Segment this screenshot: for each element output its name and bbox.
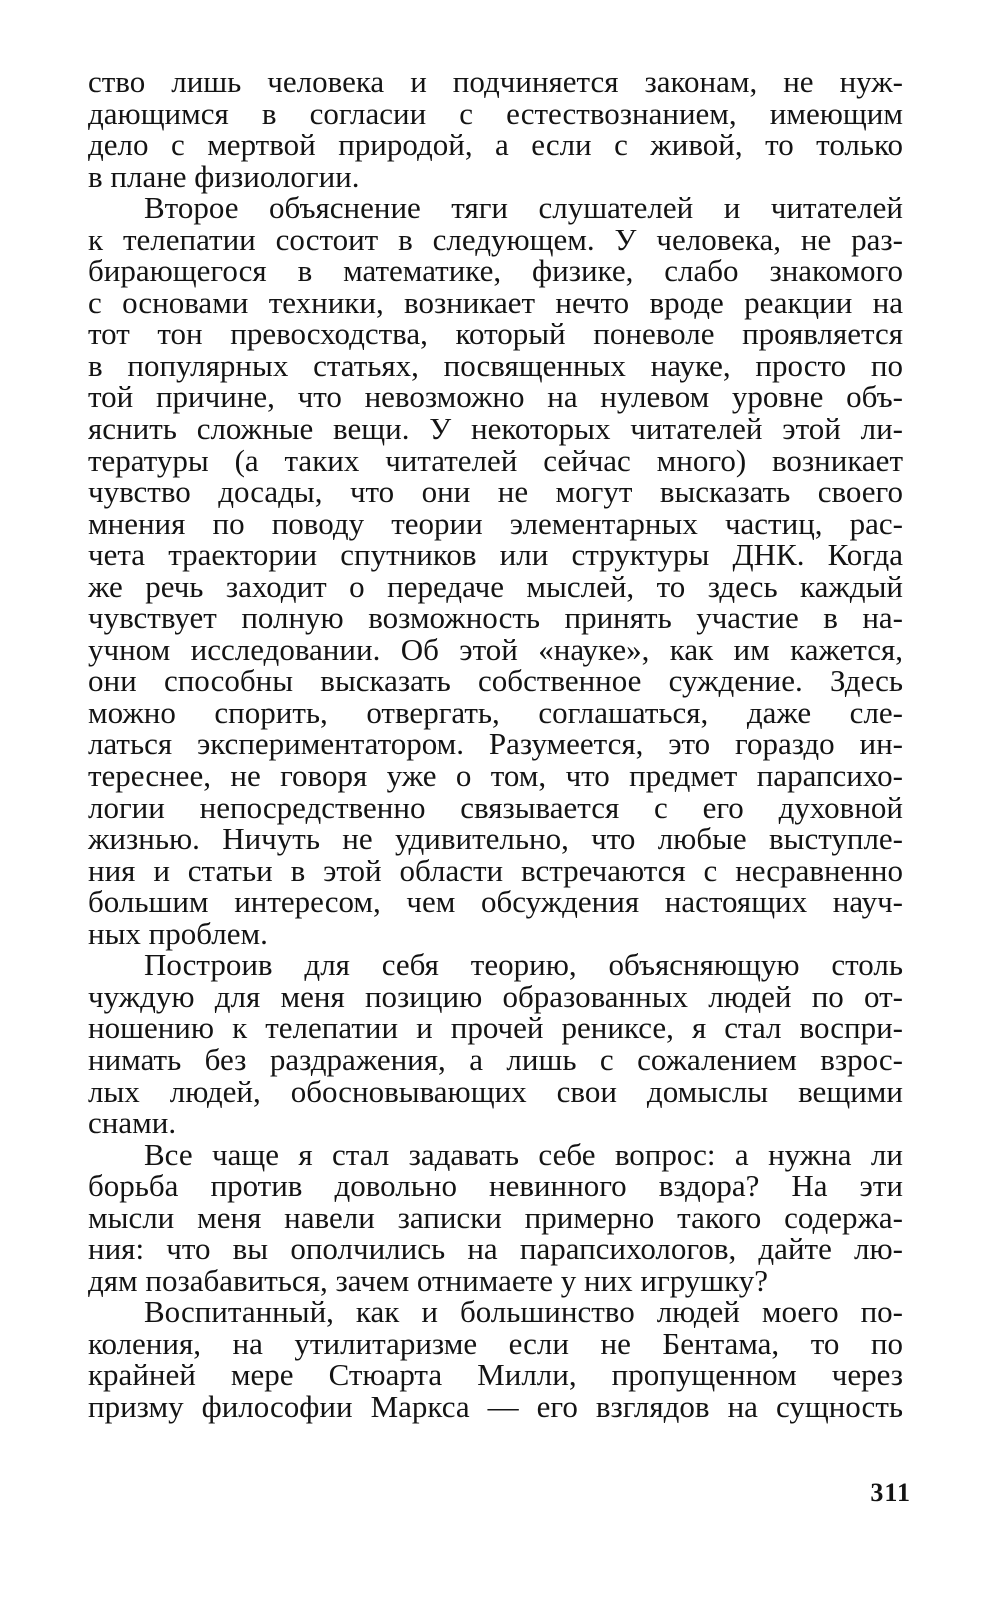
text-line: чуждую для меня позицию образованных людей по от-	[88, 978, 903, 1014]
text-line: к телепатии состоит в следующем. У человека, не раз-	[88, 221, 903, 257]
text-line: жизнью. Ничуть не удивительно, что любые выступле-	[88, 821, 903, 857]
text-line: большим интересом, чем обсуждения настоящих науч-	[88, 884, 903, 920]
text-line: лых людей, обосновывающих свои домыслы вещими	[88, 1073, 903, 1109]
text-line: в плане физиологии.	[88, 158, 360, 194]
text-line: чувствует полную возможность принять участие в на-	[88, 600, 903, 636]
text-line: снами.	[88, 1105, 177, 1141]
text-line: дело с мертвой природой, а если с живой, то только	[88, 127, 903, 163]
text-line: ния и статьи в этой области встречаются с несравненно	[88, 852, 903, 888]
text-line: ния: что вы ополчились на парапсихологов, дайте лю-	[88, 1231, 903, 1267]
text-line: ство лишь человека и подчиняется законам, не нуж-	[88, 64, 903, 99]
text-line: борьба против довольно невинного вздора? На эти	[88, 1168, 903, 1204]
text-line: в популярных статьях, посвященных науке, просто по	[88, 347, 903, 383]
text-line: бирающегося в математике, физике, слабо знакомого	[88, 253, 903, 289]
text-line: яснить сложные вещи. У некоторых читателей этой ли-	[88, 411, 903, 447]
text-line: логии непосредственно связывается с его духовной	[88, 789, 903, 825]
text-line: Второе объяснение тяги слушателей и читателей	[144, 190, 903, 226]
page-number: 311	[870, 1478, 911, 1507]
text-line: дям позабавиться, зачем отнимаете у них игрушку?	[88, 1262, 769, 1298]
text-line: коления, на утилитаризме если не Бентама, то по	[88, 1325, 903, 1361]
text-line: можно спорить, отвергать, соглашаться, даже сле-	[88, 694, 903, 730]
text-line: тературы (а таких читателей сейчас много) возникает	[88, 442, 903, 478]
text-line: призму философии Маркса — его взглядов на сущность	[88, 1388, 903, 1424]
book-page-text	[88, 66, 903, 1423]
text-line: дающимся в согласии с естествознанием, имеющим	[88, 95, 903, 131]
text-line: чета траектории спутников или структуры ДНК. Когда	[88, 537, 903, 573]
text-line: же речь заходит о передаче мыслей, то здесь каждый	[88, 568, 903, 604]
text-line: чувство досады, что они не могут высказать своего	[88, 474, 903, 510]
text-line: ношению к телепатии и прочей рениксе, я стал воспри-	[88, 1010, 903, 1046]
text-line: крайней мере Стюарта Милли, пропущенном через	[88, 1357, 903, 1393]
text-line: они способны высказать собственное суждение. Здесь	[88, 663, 903, 699]
paragraph-1	[88, 66, 903, 192]
paragraph-2	[88, 192, 903, 949]
paragraph-5	[88, 1296, 903, 1422]
text-line: той причине, что невозможно на нулевом уровне объ-	[88, 379, 903, 415]
text-line: Воспитанный, как и большинство людей моего по-	[144, 1294, 903, 1330]
text-line: латься экспериментатором. Разумеется, это гораздо ин-	[88, 726, 903, 762]
text-line: тереснее, не говоря уже о том, что предмет парапсихо-	[88, 758, 903, 794]
text-line: учном исследовании. Об этой «науке», как им кажется,	[88, 631, 903, 667]
text-line: нимать без раздражения, а лишь с сожалением взрос-	[88, 1041, 903, 1077]
text-line: мысли меня навели записки примерно такого содержа-	[88, 1199, 903, 1235]
text-line: Построив для себя теорию, объясняющую столь	[144, 947, 903, 983]
paragraph-4	[88, 1136, 903, 1298]
text-line: с основами техники, возникает нечто вроде реакции на	[88, 284, 903, 320]
text-line: ных проблем.	[88, 915, 268, 951]
text-line: Все чаще я стал задавать себе вопрос: а нужна ли	[144, 1136, 903, 1172]
paragraph-3	[88, 947, 903, 1141]
text-line: тот тон превосходства, который поневоле проявляется	[88, 316, 903, 352]
text-line: мнения по поводу теории элементарных частиц, рас-	[88, 505, 903, 541]
